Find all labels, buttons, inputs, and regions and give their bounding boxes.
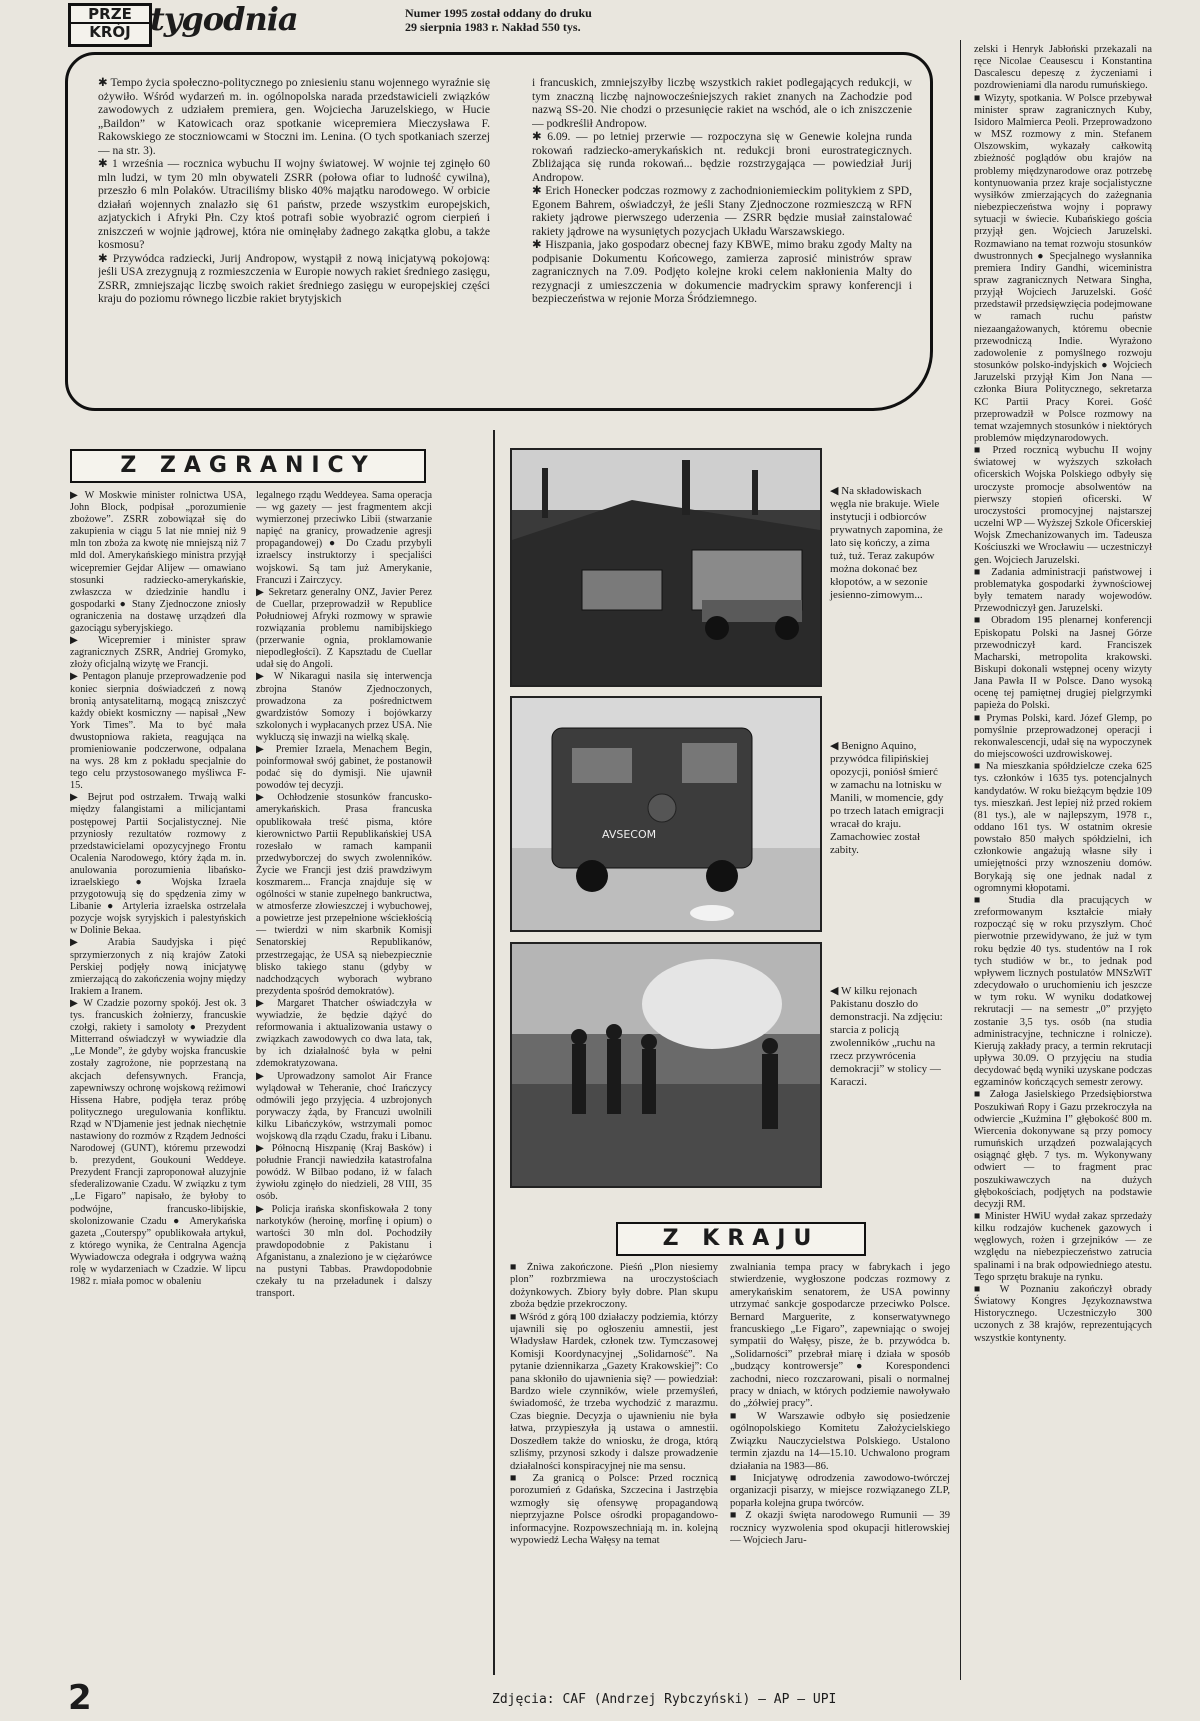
van-label: AVSECOM <box>602 828 657 841</box>
column-rule-right <box>960 40 961 1680</box>
photo-coal-yard <box>510 448 822 687</box>
kraju-column-1: ■ Żniwa zakończone. Pieśń „Plon niesiemy plon” rozbrzmiewa na uroczystościach dożynkowych. Zbiory były dobre. Plan skupu zboża będzie przekroczony. ■ Wśród z górą 100 działaczy podziemia, którzy ujawnili się po ogłoszeniu amnestii, jest Władysław Hardek, członek tzw. Tymczasowej Komisji Koordynacyjnej „Solidarność”. Na pytanie dziennikarza „Gazety Krakowskiej”: Co pana skłoniło do ujawnienia się? — powiedział: Bardzo wiele czynników, wiele przemyśleń, świadomość, że trzeba wychodzić z marazmu. Czas biegnie. Decyzja o ujawnieniu nie była łatwa, przypieszyła ją ustawa o amnestii. Doszedłem także do wniosku, że droga, którą szliśmy, przynosi szkody i dalsze prowadzenie działalności konspiracyjnej nie ma sensu. ■ Za granicą o Polsce: Przed rocznicą porozumień z Gdańska, Szczecina i Jastrzębia wzmogły się ofensywę propagandową nieprzyjazne Polsce ośrodki propagandowo-informacyjne. Rozpowszechniają m. in. kolejną wypowiedź Lecha Wałęsy na temat <box>510 1262 718 1546</box>
column-rule-left <box>493 430 495 1675</box>
photo-caption-coal: ◀ Na składowiskach węgla nie brakuje. Wiele instytucji i odbiorców prywatnych zapomina, że lato się kończy, a zima tuż, tuż. Teraz zakupów można dokonać bez kłopotów, a w sezonie jesienno-zimowym... <box>830 485 943 601</box>
section-header-kraju <box>616 1222 866 1256</box>
section-title-kraju: Z KRAJU <box>662 1226 820 1251</box>
photo-aquino-van <box>510 696 822 932</box>
zagranicy-column-2: legalnego rządu Weddeyea. Sama operacja — wg gazety — jest fragmentem akcji wymierzonej przeciwko Libii (stwarzanie napięć na granicy, prowadzenie agresji propagandowej) ● Do Czadu przybyli izraelscy instruktorzy i specjaliści wojskowi. Są tam już Amerykanie, Francuzi i Zairczycy. ▶ Sekretarz generalny ONZ, Javier Perez de Cuellar, przeprowadził w Republice Południowej Afryki rozmowy w sprawie rozwiązania problemu namibijskiego (przerwanie ognia, proklamowanie niepodległości). Z Kapsztadu de Cuellar udał się do Angoli. ▶ W Nikaragui nasila się interwencja zbrojna Stanów Zjednoczonych, prowadzona za pośrednictwem gwardzistów Somozy i bojówkarzy szkolonych i wypłacanych przez USA. Nie wykluczą się inwazji na wielką skalę. ▶ Premier Izraela, Menachem Begin, poinformował swój gabinet, że postanowił podać się do dymisji. Nie ujawnił powodów tej decyzji. ▶ Ochłodzenie stosunków francusko-amerykańskich. Prasa francuska opublikowała treść pisma, które kierownictwo Partii Republikańskiej USA rozesłało w ramach kampanii przedwyborczej do swych zwolenników. Życie we Francji jest dziś prawdziwym koszmarem... Francja znajduje się w ogólności w stanie zupełnego bankructwa, w atmosferze złowieszczej i wybuchowej, a powietrze jest przepełnione wściekłością — twierdzi w nim skarbnik Komisji Senatorskiej Republikanów, przestrzegając, że USA są niebezpiecznie blisko takiego stanu (gdyby w nadchodzących wyborach wybrano prezydenta spośród demokratów). ▶ Margaret Thatcher oświadczyła w wywiadzie, że będzie dążyć do reformowania i aktualizowania ustawy o związkach zawodowych co dwa lata, tak, by ich działalność była w pełni zdemokratyzowana. ▶ Uprowadzony samolot Air France wylądował w Teheranie, choć Irańczycy odmówili jego przyjęcia. 4 uzbrojonych porywaczy żąda, by Francuzi uwolnili kilku Libańczyków, wstrzymali pomoc wojskową dla rządu Czadu, fraku i Libanu. ▶ Północną Hiszpanię (Kraj Basków) i południe Francji nawiedziła katastrofalna powódź. W Bilbao podano, iż w falach żywiołu zginęło do niedzieli, 28 VIII, 35 osób. ▶ Policja irańska skonfiskowała 2 tony narkotyków (heroinę, morfinę i opium) o wartości 30 mln dol. Pochodziły prawdopodobnie z Pakistanu i Afganistanu, a znaleziono je w ciężarówce na pustyni Tabbas. Prawdopodobnie czekały tu na przeładunek i dalszy transport. <box>256 490 432 1300</box>
logo-bottom-text: KRÓJ <box>71 22 149 40</box>
karachi-protest-image <box>512 944 820 1186</box>
page-number: 2 <box>68 1678 92 1718</box>
aquino-van-image <box>512 698 820 930</box>
imprint-note: Numer 1995 został oddany do druku 29 sierpnia 1983 r. Nakład 550 tys. <box>405 6 592 34</box>
kraju-column-2: zwalniania tempa pracy w fabrykach i jego stwierdzenie, wygłoszone podczas rozmowy z amerykańskim senatorem, że USA powinny utrzymać sankcje gospodarcze przeciwko Polsce. Bernard Marguerite, z konserwatywnego francuskiego „Le Figaro”, zapewniając o swojej sympatii do Wałęsy, pisze, że b. przywódca b. „Solidarności” przebrał miarę i działa w sposób „budzący kontrowersje” ● Korespondenci zachodni, nieco rozczarowani, pisali o normalnej pracy w dniach, w których podziemie nawoływało do „żółwiej pracy”. ■ W Warszawie odbyło się posiedzenie ogólnopolskiego Komitetu Założycielskiego Związku Nauczycielstwa Polskiego. Ustalono termin zjazdu na 14—15.10. Uchwalono program działania na 1983—86. ■ Inicjatywę odrodzenia zawodowo-twórczej organizacji pisarzy, w miejsce rozwiązanego ZLP, poparła kolejna grupa twórców. ■ Z okazji święta narodowego Rumunii — 39 rocznicy wyzwolenia spod okupacji hitlerowskiej — Wojciech Jaru- <box>730 1262 950 1546</box>
masthead-logo <box>68 3 152 47</box>
logo-top-text: PRZE <box>88 5 132 23</box>
summary-left: ✱ Tempo życia społeczno-politycznego po zniesieniu stanu wojennego wyraźnie się ożywiło. Wśród wydarzeń m. in. ogólnopolska narada przedstawicieli związków zawodowych z udziałem premiera, gen. Wojciecha Jaruzelskiego, w Hucie „Baildon” w Katowicach oraz spotkanie wicepremiera Mieczysława F. Rakowskiego ze stoczniowcami w Stoczni im. Lenina. (O tych spotkaniach szerzej — na str. 3). ✱ 1 września — rocznica wybuchu II wojny światowej. W wojnie tej zginęło 60 mln ludzi, w tym 20 mln obywateli ZSRR (połowa ofiar to ludność cywilna), przeszło 6 mln Polaków. Utraciliśmy blisko 40% majątku narodowego. W orbicie działań wojennych znalazło się 61 państw, przede wszystkim europejskich, azjatyckich i Afryki Płn. Czy ktoś potrafi sobie wyobrazić ogrom cierpień i zniszczeń w wojnie jądrowej, która nie ominęłaby żadnego zakątka globu, a także kosmosu? ✱ Przywódca radziecki, Jurij Andropow, wystąpił z nową inicjatywą pokojową: jeśli USA zrezygnują z rozmieszczenia w Europie nowych rakiet średniego zasięgu, ZSRR, zmniejszając liczbę swoich rakiet średniego zasięgu w europejskiej części kraju do poziomu równego liczbie rakiet brytyjskich <box>98 76 490 305</box>
photo-caption-aquino: ◀ Benigno Aquino, przywódca filipińskiej opozycji, poniósł śmierć w zamachu na lotnisku w Manili, w momencie, gdy po trzech latach emigracji wracał do kraju. Zamachowiec został zabity. <box>830 740 944 856</box>
section-header-zagranicy <box>70 449 426 483</box>
summary-right: i francuskich, zmniejszyłby liczbę wszystkich rakiet podlegających redukcji, w tym znaczną liczbę najnowocześniejszych rakiet znanych na Zachodzie pod nazwą SS-20. Nie chodzi o przesunięcie rakiet na wschód, ale o ich zniszczenie — podkreślił Andropow. ✱ 6.09. — po letniej przerwie — rozpoczyna się w Genewie kolejna runda rokowań radziecko-amerykańskich nt. redukcji broni eurostrategicznych. Zbliżająca się runda rokowań... będzie rozstrzygająca — powiedział Jurij Andropow. ✱ Erich Honecker podczas rozmowy z zachodnioniemieckim politykiem z SPD, Egonem Bahrem, oświadczył, że jeśli Stany Zjednoczone rozmieszczą w RFN rakiety jądrowe pierwszego uderzenia — ZSRR będzie musiał zainstalować rakiety jądrowe na wysuniętych pozycjach Układu Warszawskiego. ✱ Hiszpania, jako gospodarz obecnej fazy KBWE, mimo braku zgody Malty na podpisanie Dokumentu Końcowego, zamierza zaprosić ministrów spraw zagranicznych na 7.09. Podjęto kolejne kroki celem nakłonienia Malty do rezygnacji z umieszczenia w dokumencie madryckim sprawy konferencji i bezpieczeństwa w rejonie Morza Śródziemnego. <box>532 76 912 305</box>
zagranicy-column-1: ▶ W Moskwie minister rolnictwa USA, John Block, podpisał „porozumienie zbożowe”. ZSRR zobowiązał się do zakupienia w ciągu 5 lat nie mniej niż 9 mln ton zboża za kwotę nie mniejszą niż 7 mld dol. Amerykańskiego ministra przyjął wicepremier Gejdar Alijew — omawiano stosunki radziecko-amerykańskie, zwłaszcza w dziedzinie handlu i gospodarki ● Stany Zjednoczone zniosły ograniczenia na dostawę urządzeń dla gazociągu syberyjskiego. ▶ Wicepremier i minister spraw zagranicznych ZSRR, Andriej Gromyko, złoży oficjalną wizytę we Francji. ▶ Pentagon planuje przeprowadzenie pod koniec sierpnia doświadczeń z nową bronią antysatelitarną, mogącą zniszczyć każdy obiekt kosmiczny — napisał „New York Times”. Ma to być mała dwustopniowa rakieta, reagująca na promieniowanie podczerwone, odpalana na wys. 28 km z pokładu specjalnie do tego celu przystosowanego myśliwca F-15. ▶ Bejrut pod ostrzałem. Trwają walki między falangistami a milicjantami postępowej Partii Socjalistycznej. Nie przyniosły rezultatów rozmowy z przedstawicielami opozycyjnego Frontu Ocalenia Narodowego, który żąda m. in. anulowania porozumienia libańsko-izraelskiego ● Wojska Izraela przygotowują się do spędzenia zimy w Libanie ● Artyleria izraelska ostrzelała pozycje wojsk syryjskich i palestyńskich w Dolinie Bekaa. ▶ Arabia Saudyjska i pięć sprzymierzonych z nią krajów Zatoki Perskiej podjęły nową inicjatywę zmierzającą do zakończenia wojny między Irakiem a Iranem. ▶ W Czadzie pozorny spokój. Jest ok. 3 tys. francuskich żołnierzy, francuskie czołgi, rakiety i samoloty ● Prezydent Mitterrand oświadczył w wywiadzie dla „Le Monde”, że gdyby wojska francuskie zostały zagrożone, nie poprzestaną na akcjach defensywnych. Francja, zapewniwszy ochronę wojskową reżimowi Hissena Habre, podjęła teraz próbę politycznego uregulowania konfliktu. Rząd w N'Djamenie jest jednak niechętnie nastawiony do rozmów z Rządem Jedności Narodowej (GUNT), któremu przewodzi b. prezydent, Goukouni Weddeye. Prezydent Francji zaproponował aluzyjnie sfederalizowanie Czadu. W związku z tym „Le Figaro” napisało, że byłoby to podwójne, francusko-libijskie, skolonizowanie Czadu ● Amerykańska gazeta „Couterspy” opublikowała artykuł, z którego wynika, że Centralna Agencja Wywiadowcza odegrała i odgrywa ważną rolę w wydarzeniach w Czadzie. W lipcu 1982 r. miała pomoc w obaleniu <box>70 490 246 1288</box>
section-title-zagranicy: Z ZAGRANICY <box>120 453 376 478</box>
photo-credits: Zdjęcia: CAF (Andrzej Rybczyński) — AP — UPI <box>492 1692 837 1707</box>
photo-karachi-protest <box>510 942 822 1188</box>
photo-caption-karachi: ◀ W kilku rejonach Pakistanu doszło do demonstracji. Na zdjęciu: starcia z policją zwolenników „ruchu na rzecz przywrócenia demokracji” w stolicy — Karaczi. <box>830 985 943 1088</box>
right-column: zelski i Henryk Jabłoński przekazali na ręce Nicolae Ceausescu i Konstantina Dascalescu depeszę z życzeniami i pozdrowieniami dla narodu rumuńskiego. ■ Wizyty, spotkania. W Polsce przebywał minister spraw zagranicznych Kuby, Isidoro Malmierca Peoli. Przeprowadzono w MSZ rozmowy z min. Stefanem Olszowskim, wykazały całkowitą zbieżność poglądów obu krajów na problemy międzynarodowe oraz potrzebę kontynuowania przez kraje socjalistyczne wysiłków zmierzających do zażegnania niebezpieczeństwa wojny i poprawy sytuacji w świecie. Kubańskiego gościa przyjął gen. Wojciech Jaruzelski. Rozmawiano na temat rozwoju stosunków dwustronnych ● Specjalnego wysłannika premiera Indiry Gandhi, wiceministra spraw zagranicznych Netwara Singha, przyjął Wojciech Jaruzelski. Gość przedstawił przedsięwzięcia podejmowane w ramach ruchu państw niezaangażowanych, któremu obecnie przewodniczą Indie. Wyrażono zadowolenie z pomyślnego rozwoju stosunków polsko-indyjskich ● Wojciech Jaruzelski przyjął Kim Jon Nana — członka Biura Politycznego, sekretarza KC Partii Pracy Korei. Gość przeprowadził w Polsce rozmowy na temat wzajemnych stosunków i niektórych problemów międzynarodowych. ■ Przed rocznicą wybuchu II wojny światowej w wyższych szkołach oficerskich Wojska Polskiego odbyły się uroczyste promocje absolwentów na pierwszy stopień oficerski. W uroczystości promocyjnej najstarszej uczelni WP — Wyższej Szkole Oficerskiej Wojsk Zmechanizowanych im. Tadeusza Kościuszki we Wrocławiu — uczestniczył gen. Wojciech Jaruzelski. ■ Zadania administracji państwowej i problematyka gospodarki żywnościowej były tematem narady wojewodów. Przewodniczył gen. Jaruzelski. ■ Obradom 195 plenarnej konferencji Episkopatu Polski na Jasnej Górze przewodniczył kard. Franciszek Macharski, metropolita krakowski. Biskupi dokonali wstępnej oceny wizyty Jana Pawła II w Polsce. Dano wysoką ocenę tej pamiętnej drugiej pielgrzymki papieża do Polski. ■ Prymas Polski, kard. Józef Glemp, po pomyślnie przeprowadzonej operacji i rekonwalescencji, udał się na wypoczynek do miejscowości uzdrowiskowej. ■ Na mieszkania spółdzielcze czeka 625 tys. członków i 1635 tys. potencjalnych kandydatów. W roku bieżącym będzie 109 tys. mieszkań. Jest lepiej niż przed rokiem (81 tys.), ale w najlepszym, 1978 r., oddano 161 tys. W ostatnim okresie powstało 850 małych spółdzielni, ich członkowie angażują własne siły i umiejętności przy wznoszeniu domów. Borykają się one jednak nadal z ogromnymi kłopotami. ■ Studia dla pracujących w zreformowanym kształcie miały rozpocząć się w roku przyszłym. Choć pierwotnie przewidywano, że już w tym roku będzie 40 tys. studentów na I rok tych studiów w br., to jednak pod wpływem licznych postulatów MNSzWiT zdecydowało o uruchomieniu ich jeszcze w tym roku. W wyniku dodatkowej rekrutacji — na semestr „0” przyjęto zostanie 3,5 tys. osób (na studia administracyjne, techniczne i rolnicze). Kierują zakłady pracy, a termin rekrutacji upływa 30.09. O przyjęciu na studia decydować będą wyniki uzyskane podczas egzaminów kończących semestr zerowy. ■ Załoga Jasielskiego Przedsiębiorstwa Poszukiwań Ropy i Gazu przekroczyła na odwiercie „Kuźmina I” głębokość 800 m. Wiercenia dokonywane są przy pomocy rumuńskich urządzeń pozwalających osiągnąć głęb. 7 tys. m. Wykonywany odwiert — to fragment prac poszukiwawczych na dużych głębokościach, podjętych na podstawie decyzji RM. ■ Minister HWiU wydał zakaz sprzedaży kilku rodzajów kuchenek gazowych i węglowych, rożen i grzejników — ze względu na niebezpieczeństwo zatrucia spalinami i na brak odpowiedniego atestu. Tego sprzętu brakuje na rynku. ■ W Poznaniu zakończył obrady Światowy Kongres Językoznawstwa Historycznego. Uczestniczyło 300 uczonych z 38 krajów, reprezentujących wszystkie kontynenty. <box>974 44 1152 1344</box>
logo-script-text: tygodnia <box>150 0 298 38</box>
coal-yard-image <box>512 450 820 685</box>
